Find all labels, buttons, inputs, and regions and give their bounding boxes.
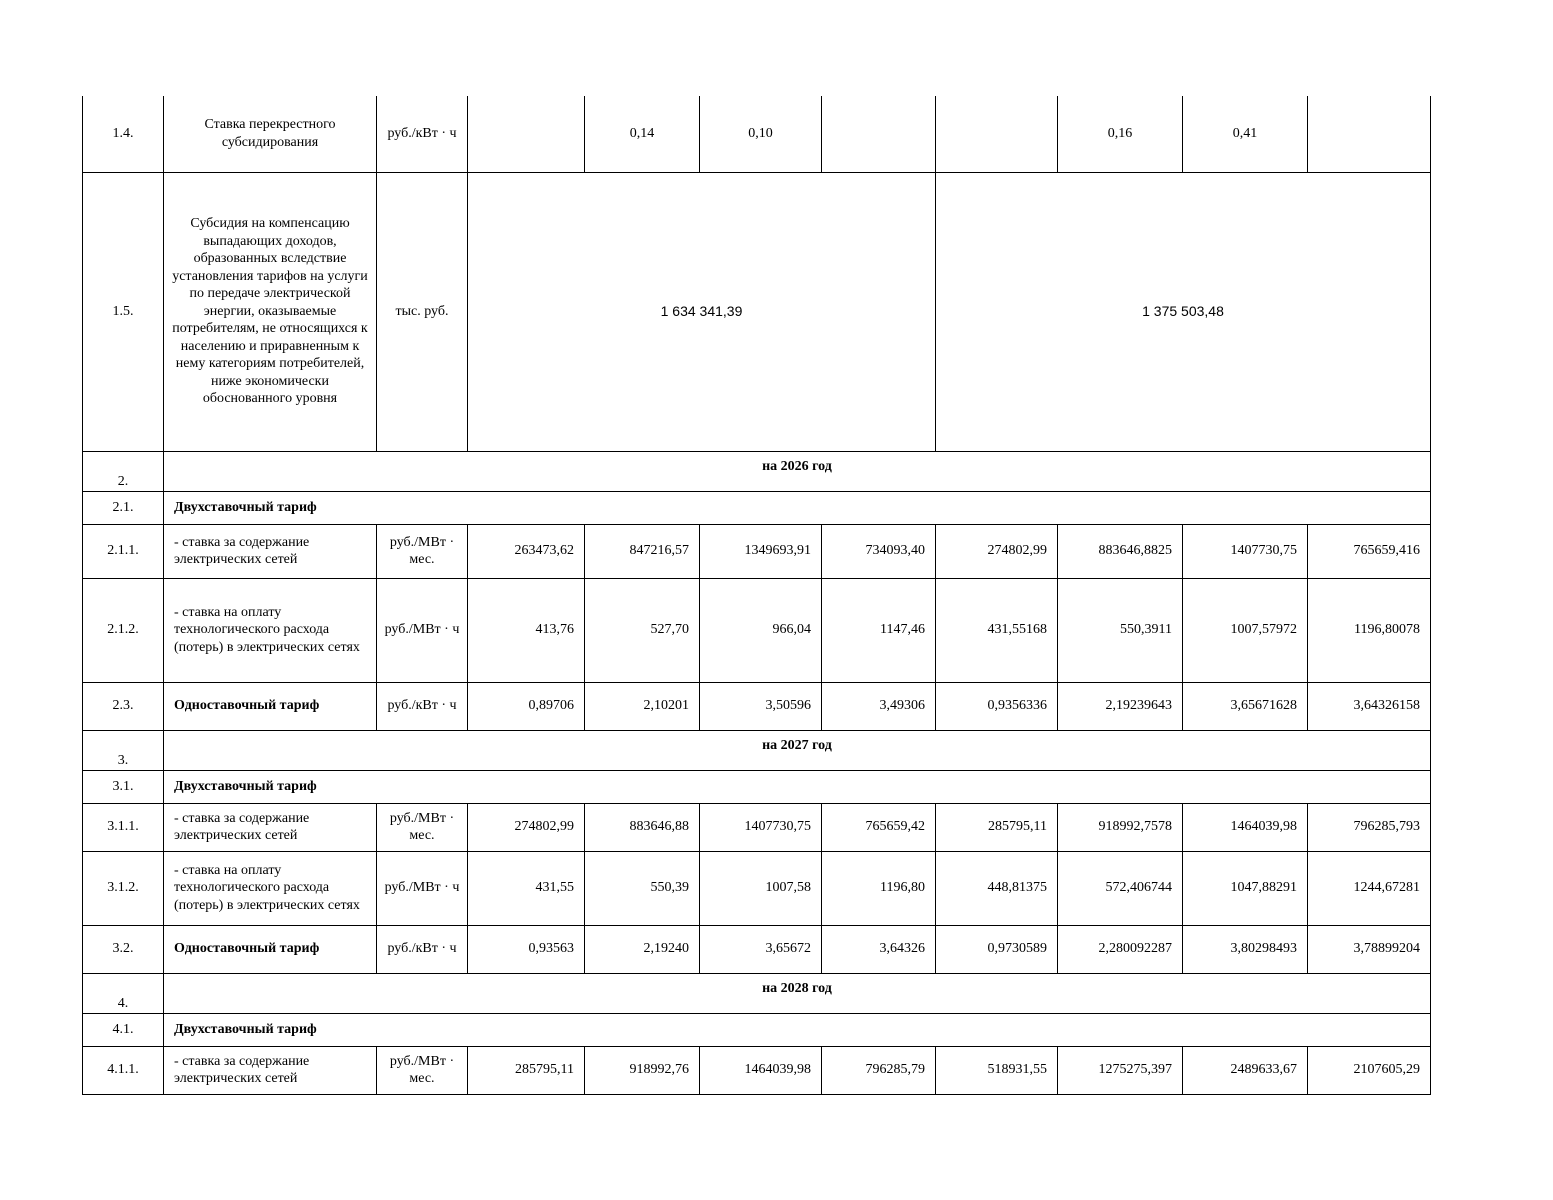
row-name: Двухставочный тариф xyxy=(164,1013,1431,1046)
value-cell: 918992,7578 xyxy=(1058,803,1183,851)
value-cell: 448,81375 xyxy=(936,851,1058,925)
value-cell: 883646,8825 xyxy=(1058,524,1183,578)
subsidy-value-2026: 1 634 341,39 xyxy=(468,172,936,451)
value-cell: 0,16 xyxy=(1058,96,1183,172)
value-cell: 2489633,67 xyxy=(1183,1046,1308,1094)
row-number: 4.1.1. xyxy=(83,1046,164,1094)
value-cell: 1407730,75 xyxy=(1183,524,1308,578)
value-cell: 3,65671628 xyxy=(1183,682,1308,730)
row-number: 2.1. xyxy=(83,491,164,524)
section-row xyxy=(83,730,1431,770)
value-cell: 431,55168 xyxy=(936,578,1058,682)
value-cell: 0,10 xyxy=(700,96,822,172)
value-cell: 2,19240 xyxy=(585,925,700,973)
row-unit: руб./МВт · мес. xyxy=(377,803,468,851)
row-unit: руб./кВт · ч xyxy=(377,96,468,172)
table-row xyxy=(83,803,1431,851)
value-cell: 1047,88291 xyxy=(1183,851,1308,925)
value-cell: 3,65672 xyxy=(700,925,822,973)
value-cell: 1196,80 xyxy=(822,851,936,925)
subsidy-value-2027: 1 375 503,48 xyxy=(936,172,1431,451)
section-row xyxy=(83,973,1431,1013)
value-cell: 918992,76 xyxy=(585,1046,700,1094)
row-name: Одноставочный тариф xyxy=(164,925,377,973)
row-number: 4.1. xyxy=(83,1013,164,1046)
table-row xyxy=(83,1013,1431,1046)
value-cell xyxy=(468,96,585,172)
section-title: на 2026 год xyxy=(164,451,1431,491)
value-cell: 0,9730589 xyxy=(936,925,1058,973)
value-cell: 285795,11 xyxy=(468,1046,585,1094)
row-name: - ставка за содержание электрических сетей xyxy=(164,524,377,578)
value-cell: 796285,793 xyxy=(1308,803,1431,851)
row-unit: руб./МВт · ч xyxy=(377,851,468,925)
section-number: 4. xyxy=(83,973,164,1013)
row-unit: руб./МВт · мес. xyxy=(377,1046,468,1094)
row-name: - ставка на оплату технологического расхода (потерь) в электрических сетях xyxy=(164,578,377,682)
value-cell: 765659,42 xyxy=(822,803,936,851)
row-number: 3.2. xyxy=(83,925,164,973)
table-row xyxy=(83,770,1431,803)
value-cell xyxy=(822,96,936,172)
row-name: Ставка перекрестного субсидирования xyxy=(164,96,377,172)
value-cell: 1007,58 xyxy=(700,851,822,925)
row-number: 1.5. xyxy=(83,172,164,451)
value-cell: 966,04 xyxy=(700,578,822,682)
value-cell: 550,3911 xyxy=(1058,578,1183,682)
value-cell: 1464039,98 xyxy=(700,1046,822,1094)
row-name: Двухставочный тариф xyxy=(164,770,1431,803)
row-name: - ставка на оплату технологического расхода (потерь) в электрических сетях xyxy=(164,851,377,925)
value-cell: 847216,57 xyxy=(585,524,700,578)
section-title: на 2028 год xyxy=(164,973,1431,1013)
row-unit: руб./кВт · ч xyxy=(377,925,468,973)
value-cell: 3,64326158 xyxy=(1308,682,1431,730)
table-row xyxy=(83,578,1431,682)
row-name: Одноставочный тариф xyxy=(164,682,377,730)
value-cell: 0,9356336 xyxy=(936,682,1058,730)
value-cell: 3,49306 xyxy=(822,682,936,730)
value-cell: 2107605,29 xyxy=(1308,1046,1431,1094)
row-name: - ставка за содержание электрических сетей xyxy=(164,803,377,851)
value-cell: 765659,416 xyxy=(1308,524,1431,578)
section-title: на 2027 год xyxy=(164,730,1431,770)
value-cell xyxy=(1308,96,1431,172)
value-cell: 1349693,91 xyxy=(700,524,822,578)
value-cell: 1244,67281 xyxy=(1308,851,1431,925)
row-number: 3.1.2. xyxy=(83,851,164,925)
row-unit: руб./МВт · ч xyxy=(377,578,468,682)
row-name: Двухставочный тариф xyxy=(164,491,1431,524)
table-row xyxy=(83,851,1431,925)
section-row xyxy=(83,451,1431,491)
value-cell: 274802,99 xyxy=(936,524,1058,578)
section-number: 3. xyxy=(83,730,164,770)
value-cell: 2,280092287 xyxy=(1058,925,1183,973)
value-cell: 572,406744 xyxy=(1058,851,1183,925)
value-cell: 734093,40 xyxy=(822,524,936,578)
table-row xyxy=(83,925,1431,973)
value-cell: 3,80298493 xyxy=(1183,925,1308,973)
table-row xyxy=(83,96,1431,172)
value-cell: 2,10201 xyxy=(585,682,700,730)
value-cell: 263473,62 xyxy=(468,524,585,578)
row-number: 2.1.1. xyxy=(83,524,164,578)
value-cell: 1196,80078 xyxy=(1308,578,1431,682)
value-cell: 2,19239643 xyxy=(1058,682,1183,730)
value-cell: 431,55 xyxy=(468,851,585,925)
value-cell: 0,89706 xyxy=(468,682,585,730)
row-number: 2.3. xyxy=(83,682,164,730)
row-number: 2.1.2. xyxy=(83,578,164,682)
table-row xyxy=(83,1046,1431,1094)
value-cell: 0,14 xyxy=(585,96,700,172)
value-cell: 274802,99 xyxy=(468,803,585,851)
tariff-table xyxy=(82,96,1431,1095)
section-number: 2. xyxy=(83,451,164,491)
value-cell: 413,76 xyxy=(468,578,585,682)
value-cell: 1464039,98 xyxy=(1183,803,1308,851)
value-cell xyxy=(936,96,1058,172)
row-number: 1.4. xyxy=(83,96,164,172)
value-cell: 527,70 xyxy=(585,578,700,682)
table-row xyxy=(83,682,1431,730)
value-cell: 3,50596 xyxy=(700,682,822,730)
row-number: 3.1. xyxy=(83,770,164,803)
value-cell: 796285,79 xyxy=(822,1046,936,1094)
value-cell: 3,64326 xyxy=(822,925,936,973)
value-cell: 0,41 xyxy=(1183,96,1308,172)
value-cell: 3,78899204 xyxy=(1308,925,1431,973)
value-cell: 1147,46 xyxy=(822,578,936,682)
row-name: Субсидия на компенсацию выпадающих доходов, образованных вследствие установления тарифов на услуги по передаче электрической энергии, оказываемые потребителям, не относящихся к населению и приравненным к нему категориям потребителей, ниже экономически обоснованного уровня xyxy=(164,172,377,451)
row-unit: руб./МВт · мес. xyxy=(377,524,468,578)
row-unit: руб./кВт · ч xyxy=(377,682,468,730)
value-cell: 0,93563 xyxy=(468,925,585,973)
value-cell: 1007,57972 xyxy=(1183,578,1308,682)
row-name: - ставка за содержание электрических сетей xyxy=(164,1046,377,1094)
value-cell: 518931,55 xyxy=(936,1046,1058,1094)
table-row xyxy=(83,491,1431,524)
value-cell: 550,39 xyxy=(585,851,700,925)
value-cell: 285795,11 xyxy=(936,803,1058,851)
table-row xyxy=(83,524,1431,578)
value-cell: 883646,88 xyxy=(585,803,700,851)
value-cell: 1407730,75 xyxy=(700,803,822,851)
row-number: 3.1.1. xyxy=(83,803,164,851)
row-unit: тыс. руб. xyxy=(377,172,468,451)
table-row xyxy=(83,172,1431,451)
value-cell: 1275275,397 xyxy=(1058,1046,1183,1094)
